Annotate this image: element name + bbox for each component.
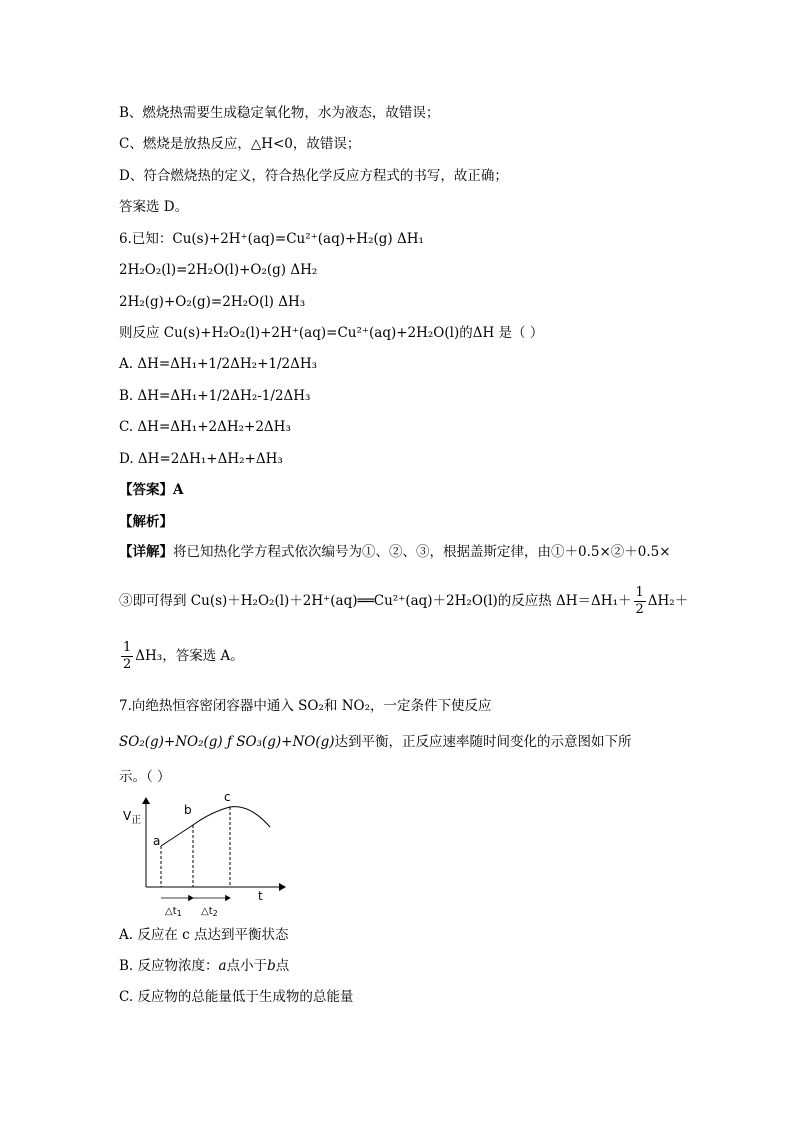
q6-eq2: 2H₂O₂(l)=2H₂O(l)+O₂(g) ΔH₂ [119, 262, 318, 278]
q6-detail-text2b: ΔH₂＋ [647, 593, 689, 609]
q6-known-eq1 [119, 230, 424, 248]
q6-option-c: C. ΔH=ΔH₁+2ΔH₂+2ΔH₃ [119, 419, 291, 435]
q7-stem-end: 示。（ ） [119, 769, 171, 785]
point-b-label: b [184, 803, 192, 817]
q6-detail-text3: ΔH₃，答案选 A。 [135, 648, 244, 664]
q7-equation: SO₂(g)+NO₂(g) ƒ SO₃(g)+NO(g) [119, 734, 335, 750]
q6-detail-text2a: ③即可得到 Cu(s)＋H₂O₂(l)＋2H⁺(aq)══Cu²⁺(aq)＋2H₂O(l)的反应热 ΔH＝ΔH₁＋ [119, 593, 632, 609]
q6-option-b: B. ΔH=ΔH₁+1/2ΔH₂-1/2ΔH₃ [119, 388, 311, 404]
fraction-numerator: 1 [123, 640, 132, 655]
q6-eq1: Cu(s)+2H⁺(aq)=Cu²⁺(aq)+H₂(g) ΔH₁ [172, 231, 424, 247]
answer-q5: 答案选 D。 [119, 199, 189, 215]
fraction-denominator: 2 [635, 602, 644, 617]
q7-stem: 7.向绝热恒容密闭容器中通入 SO₂和 NO₂，一定条件下使反应 [119, 698, 492, 714]
fraction-half [634, 585, 646, 618]
q7-option-b-a: a [218, 958, 227, 974]
q7-option-a: A. 反应在 c 点达到平衡状态 [119, 927, 289, 943]
q6-stem-prefix: 6.已知： [119, 231, 173, 247]
q7-option-c: C. 反应物的总能量低于生成物的总能量 [119, 989, 354, 1005]
fraction-denominator: 2 [123, 657, 132, 672]
q7-option-b-b: b [267, 958, 276, 974]
y-axis-label: $V_正$ [123, 809, 142, 826]
q6-option-a: A. ΔH=ΔH₁+1/2ΔH₂+1/2ΔH₃ [119, 356, 318, 372]
q7-equation-line [119, 733, 632, 751]
q7-option-b-post: 点 [275, 958, 290, 974]
q6-detail-text1: 将已知热化学方程式依次编号为①、②、③，根据盖斯定律，由①＋0.5×②＋0.5× [173, 544, 671, 560]
q6-question: 则反应 Cu(s)+H₂O₂(l)+2H⁺(aq)=Cu²⁺(aq)+2H₂O(l)的ΔH 是（ ） [119, 325, 544, 341]
option-c-explanation: C、燃烧是放热反应，△H<0，故错误； [119, 136, 361, 152]
q7-option-b-mid: 点小于 [226, 958, 268, 974]
point-c-label: c [224, 790, 231, 804]
q7-option-b [119, 957, 289, 975]
dt1-label: $\triangle t_1$ [165, 906, 182, 918]
fraction-half [121, 640, 133, 673]
option-d-explanation: D、符合燃烧热的定义，符合热化学反应方程式的书写，故正确； [119, 168, 508, 184]
option-b-explanation: B、燃烧热需要生成稳定氧化物，水为液态，故错误； [119, 105, 440, 121]
q6-detail-line2 [119, 583, 688, 619]
dt2-label: $\triangle t_2$ [201, 906, 218, 918]
q6-detail-line3 [119, 638, 244, 674]
rate-time-graph [115, 790, 295, 920]
q6-answer: 【答案】A [119, 482, 184, 498]
q6-eq3: 2H₂(g)+O₂(g)=2H₂O(l) ΔH₃ [119, 294, 306, 310]
q6-option-d: D. ΔH=2ΔH₁+ΔH₂+ΔH₃ [119, 451, 283, 467]
q7-option-b-prefix: B. 反应物浓度： [119, 958, 219, 974]
x-axis-label: t [258, 889, 263, 903]
q6-detail-tag: 【详解】 [119, 544, 173, 560]
q7-equation-tail: 达到平衡，正反应速率随时间变化的示意图如下所 [334, 734, 632, 750]
q6-detail-line1 [119, 543, 671, 561]
q6-analysis-heading: 【解析】 [119, 514, 173, 530]
fraction-numerator: 1 [635, 585, 644, 600]
point-a-label: a [153, 834, 161, 848]
rate-curve [161, 807, 270, 846]
